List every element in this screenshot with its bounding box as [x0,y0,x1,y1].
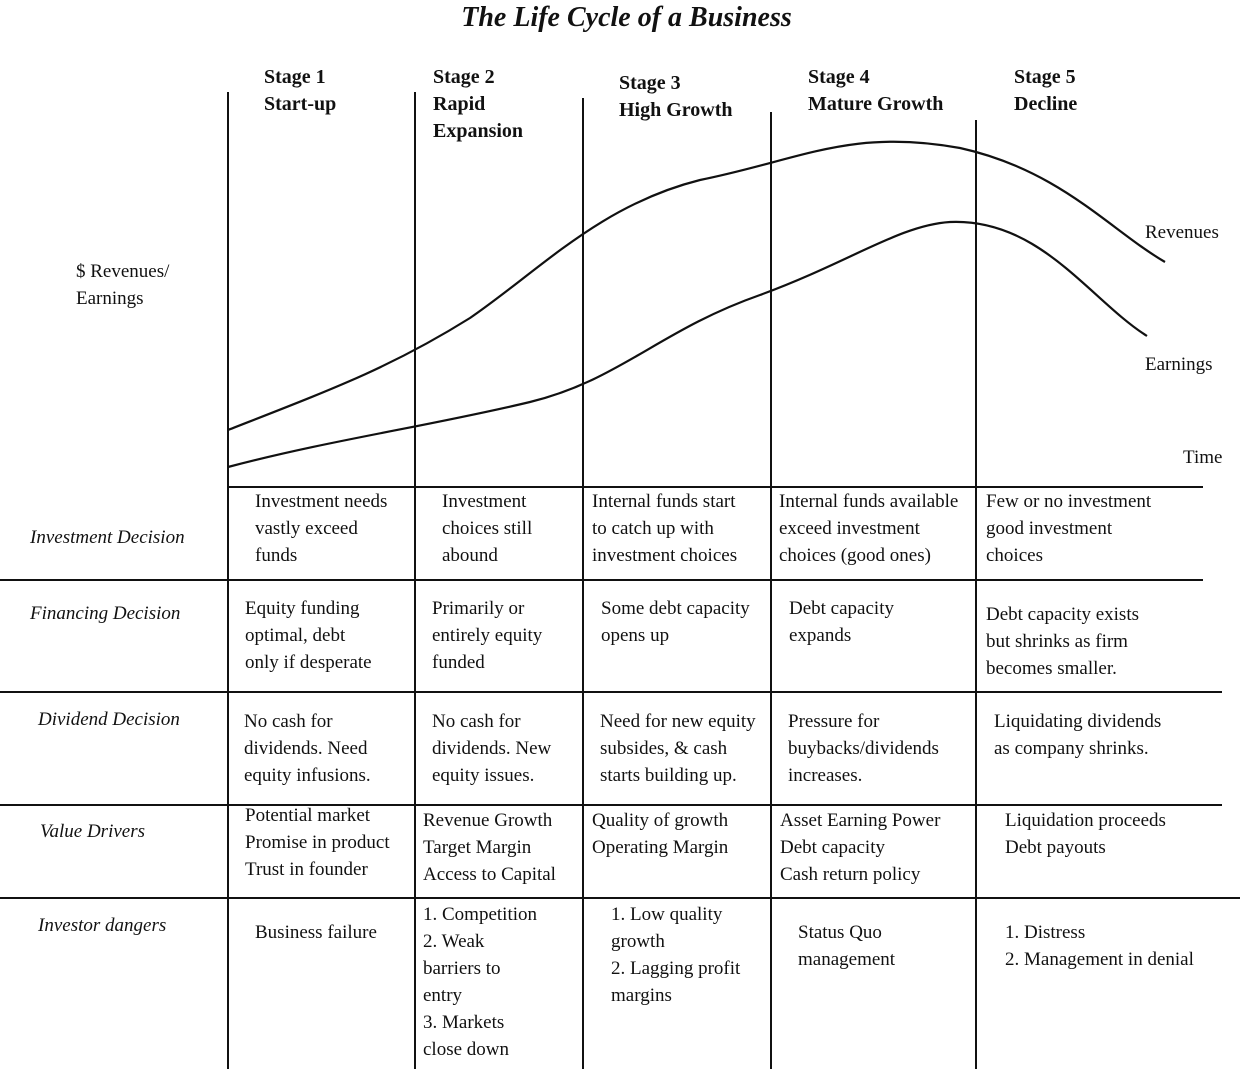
stage-3-heading [619,70,733,124]
cell-line: 3. Markets [423,1012,505,1033]
stage-name: Start-up [264,93,337,115]
financing-cell-stage-3 [601,595,750,649]
cell-line: choices still [442,518,533,539]
cell-line: No cash for [432,711,521,732]
cell-line: 1. Competition [423,904,537,925]
row-label-investor-dangers: Investor dangers [38,915,167,936]
cell-line: Internal funds start [592,491,736,512]
cell-line: buybacks/dividends [788,738,939,759]
cell-line: No cash for [244,711,333,732]
cell-line: Quality of growth [592,810,729,831]
cell-line: good investment [986,518,1113,539]
stage-name: High Growth [619,99,733,121]
stage-5-heading [1014,64,1077,118]
row-label-investment: Investment Decision [30,527,185,548]
row-label-financing: Financing Decision [30,603,181,624]
investment-cell-stage-1 [255,488,387,569]
cell-line: Target Margin [423,837,532,858]
stage-number: Stage 1 [264,66,326,88]
stage-number: Stage 5 [1014,66,1076,88]
investor-dangers-cell-stage-5 [1005,919,1194,973]
cell-line: Internal funds available [779,491,959,512]
stage-name: Decline [1014,93,1078,115]
investor-dangers-cell-stage-2 [423,901,537,1063]
revenues-label: Revenues [1145,222,1219,243]
cell-line: equity issues. [432,765,535,786]
cell-line: Operating Margin [592,837,729,858]
y-axis-label [76,258,169,312]
cell-line: expands [789,625,852,646]
cell-line: as company shrinks. [994,738,1149,759]
cell-line: barriers to [423,958,501,979]
stage-2-heading [433,64,523,145]
cell-line: Access to Capital [423,864,556,885]
cell-line: Equity funding [245,598,360,619]
stage-1-heading [264,64,336,118]
financing-cell-stage-4 [789,595,894,649]
cell-line: 1. Distress [1005,922,1086,943]
earnings-label: Earnings [1145,354,1213,375]
investor-dangers-cell-stage-3 [611,901,740,1009]
cell-line: equity infusions. [244,765,371,786]
investment-cell-stage-2 [442,488,532,569]
dividend-cell-stage-1 [244,708,371,789]
cell-line: vastly exceed [255,518,358,539]
cell-line: Potential market [245,805,371,826]
cell-line: Investment needs [255,491,388,512]
financing-cell-stage-2 [432,595,542,676]
cell-line: Some debt capacity [601,598,750,619]
dividend-cell-stage-4 [788,708,939,789]
time-axis-label: Time [1183,447,1223,468]
cell-line: dividends. Need [244,738,368,759]
y-axis-label-line: Earnings [76,288,144,309]
cell-line: increases. [788,765,863,786]
cell-line: Investment [442,491,527,512]
investment-cell-stage-3 [592,488,737,569]
financing-cell-stage-5 [986,601,1139,682]
cell-line: choices [986,545,1043,566]
cell-line: close down [423,1039,510,1060]
cell-line: dividends. New [432,738,552,759]
financing-cell-stage-1 [245,595,372,676]
dividend-cell-stage-3 [600,708,756,789]
cell-line: to catch up with [592,518,714,539]
stage-name: Expansion [433,120,524,142]
cell-line: entirely equity [432,625,543,646]
revenues-curve [228,142,1165,430]
cell-line: 2. Lagging profit [611,958,741,979]
cell-line: Debt capacity exists [986,604,1140,625]
cell-line: opens up [601,625,670,646]
cell-line: only if desperate [245,652,372,673]
cell-line: Status Quo [798,922,882,943]
cell-line: Primarily or [432,598,525,619]
earnings-curve [228,222,1147,467]
value-drivers-cell-stage-4 [780,807,940,888]
investor-dangers-cell-stage-1 [255,919,377,946]
cell-line: but shrinks as firm [986,631,1128,652]
investment-cell-stage-5 [986,488,1151,569]
stage-name: Mature Growth [808,93,944,115]
stage-number: Stage 3 [619,72,681,94]
stage-number: Stage 2 [433,66,495,88]
value-drivers-cell-stage-5 [1005,807,1166,861]
cell-line: growth [611,931,665,952]
cell-line: 1. Low quality [611,904,723,925]
row-label-dividend: Dividend Decision [38,709,180,730]
cell-line: Business failure [255,922,377,943]
cell-line: Asset Earning Power [780,810,941,831]
row-label-value-drivers: Value Drivers [40,821,146,842]
stage-name: Rapid [433,93,486,115]
cell-line: Need for new equity [600,711,756,732]
cell-line: 2. Weak [423,931,485,952]
value-drivers-cell-stage-3 [592,807,728,861]
cell-line: Liquidation proceeds [1005,810,1166,831]
cell-line: becomes smaller. [986,658,1117,679]
cell-line: starts building up. [600,765,737,786]
y-axis-label-line: $ Revenues/ [76,261,170,282]
cell-line: 2. Management in denial [1005,949,1194,970]
investor-dangers-cell-stage-4 [798,919,895,973]
cell-line: funds [255,545,298,566]
cell-line: optimal, debt [245,625,346,646]
stage-4-heading [808,64,943,118]
cell-line: funded [432,652,485,673]
dividend-cell-stage-5 [994,708,1161,762]
cell-line: Liquidating dividends [994,711,1162,732]
cell-line: exceed investment [779,518,920,539]
cell-line: management [798,949,896,970]
cell-line: choices (good ones) [779,545,931,566]
value-drivers-cell-stage-1 [245,802,390,883]
cell-line: Debt payouts [1005,837,1106,858]
cell-line: Pressure for [788,711,880,732]
cell-line: Trust in founder [245,859,368,880]
investment-cell-stage-4 [779,488,958,569]
cell-line: abound [442,545,498,566]
cell-line: Cash return policy [780,864,921,885]
cell-line: Debt capacity [780,837,885,858]
dividend-cell-stage-2 [432,708,551,789]
cell-line: Few or no investment [986,491,1152,512]
cell-line: Revenue Growth [423,810,553,831]
cell-line: margins [611,985,672,1006]
cell-line: subsides, & cash [600,738,728,759]
cell-line: Debt capacity [789,598,894,619]
stage-number: Stage 4 [808,66,870,88]
value-drivers-cell-stage-2 [423,807,556,888]
cell-line: investment choices [592,545,738,566]
cell-line: entry [423,985,463,1006]
diagram-title: The Life Cycle of a Business [461,2,792,33]
cell-line: Promise in product [245,832,390,853]
